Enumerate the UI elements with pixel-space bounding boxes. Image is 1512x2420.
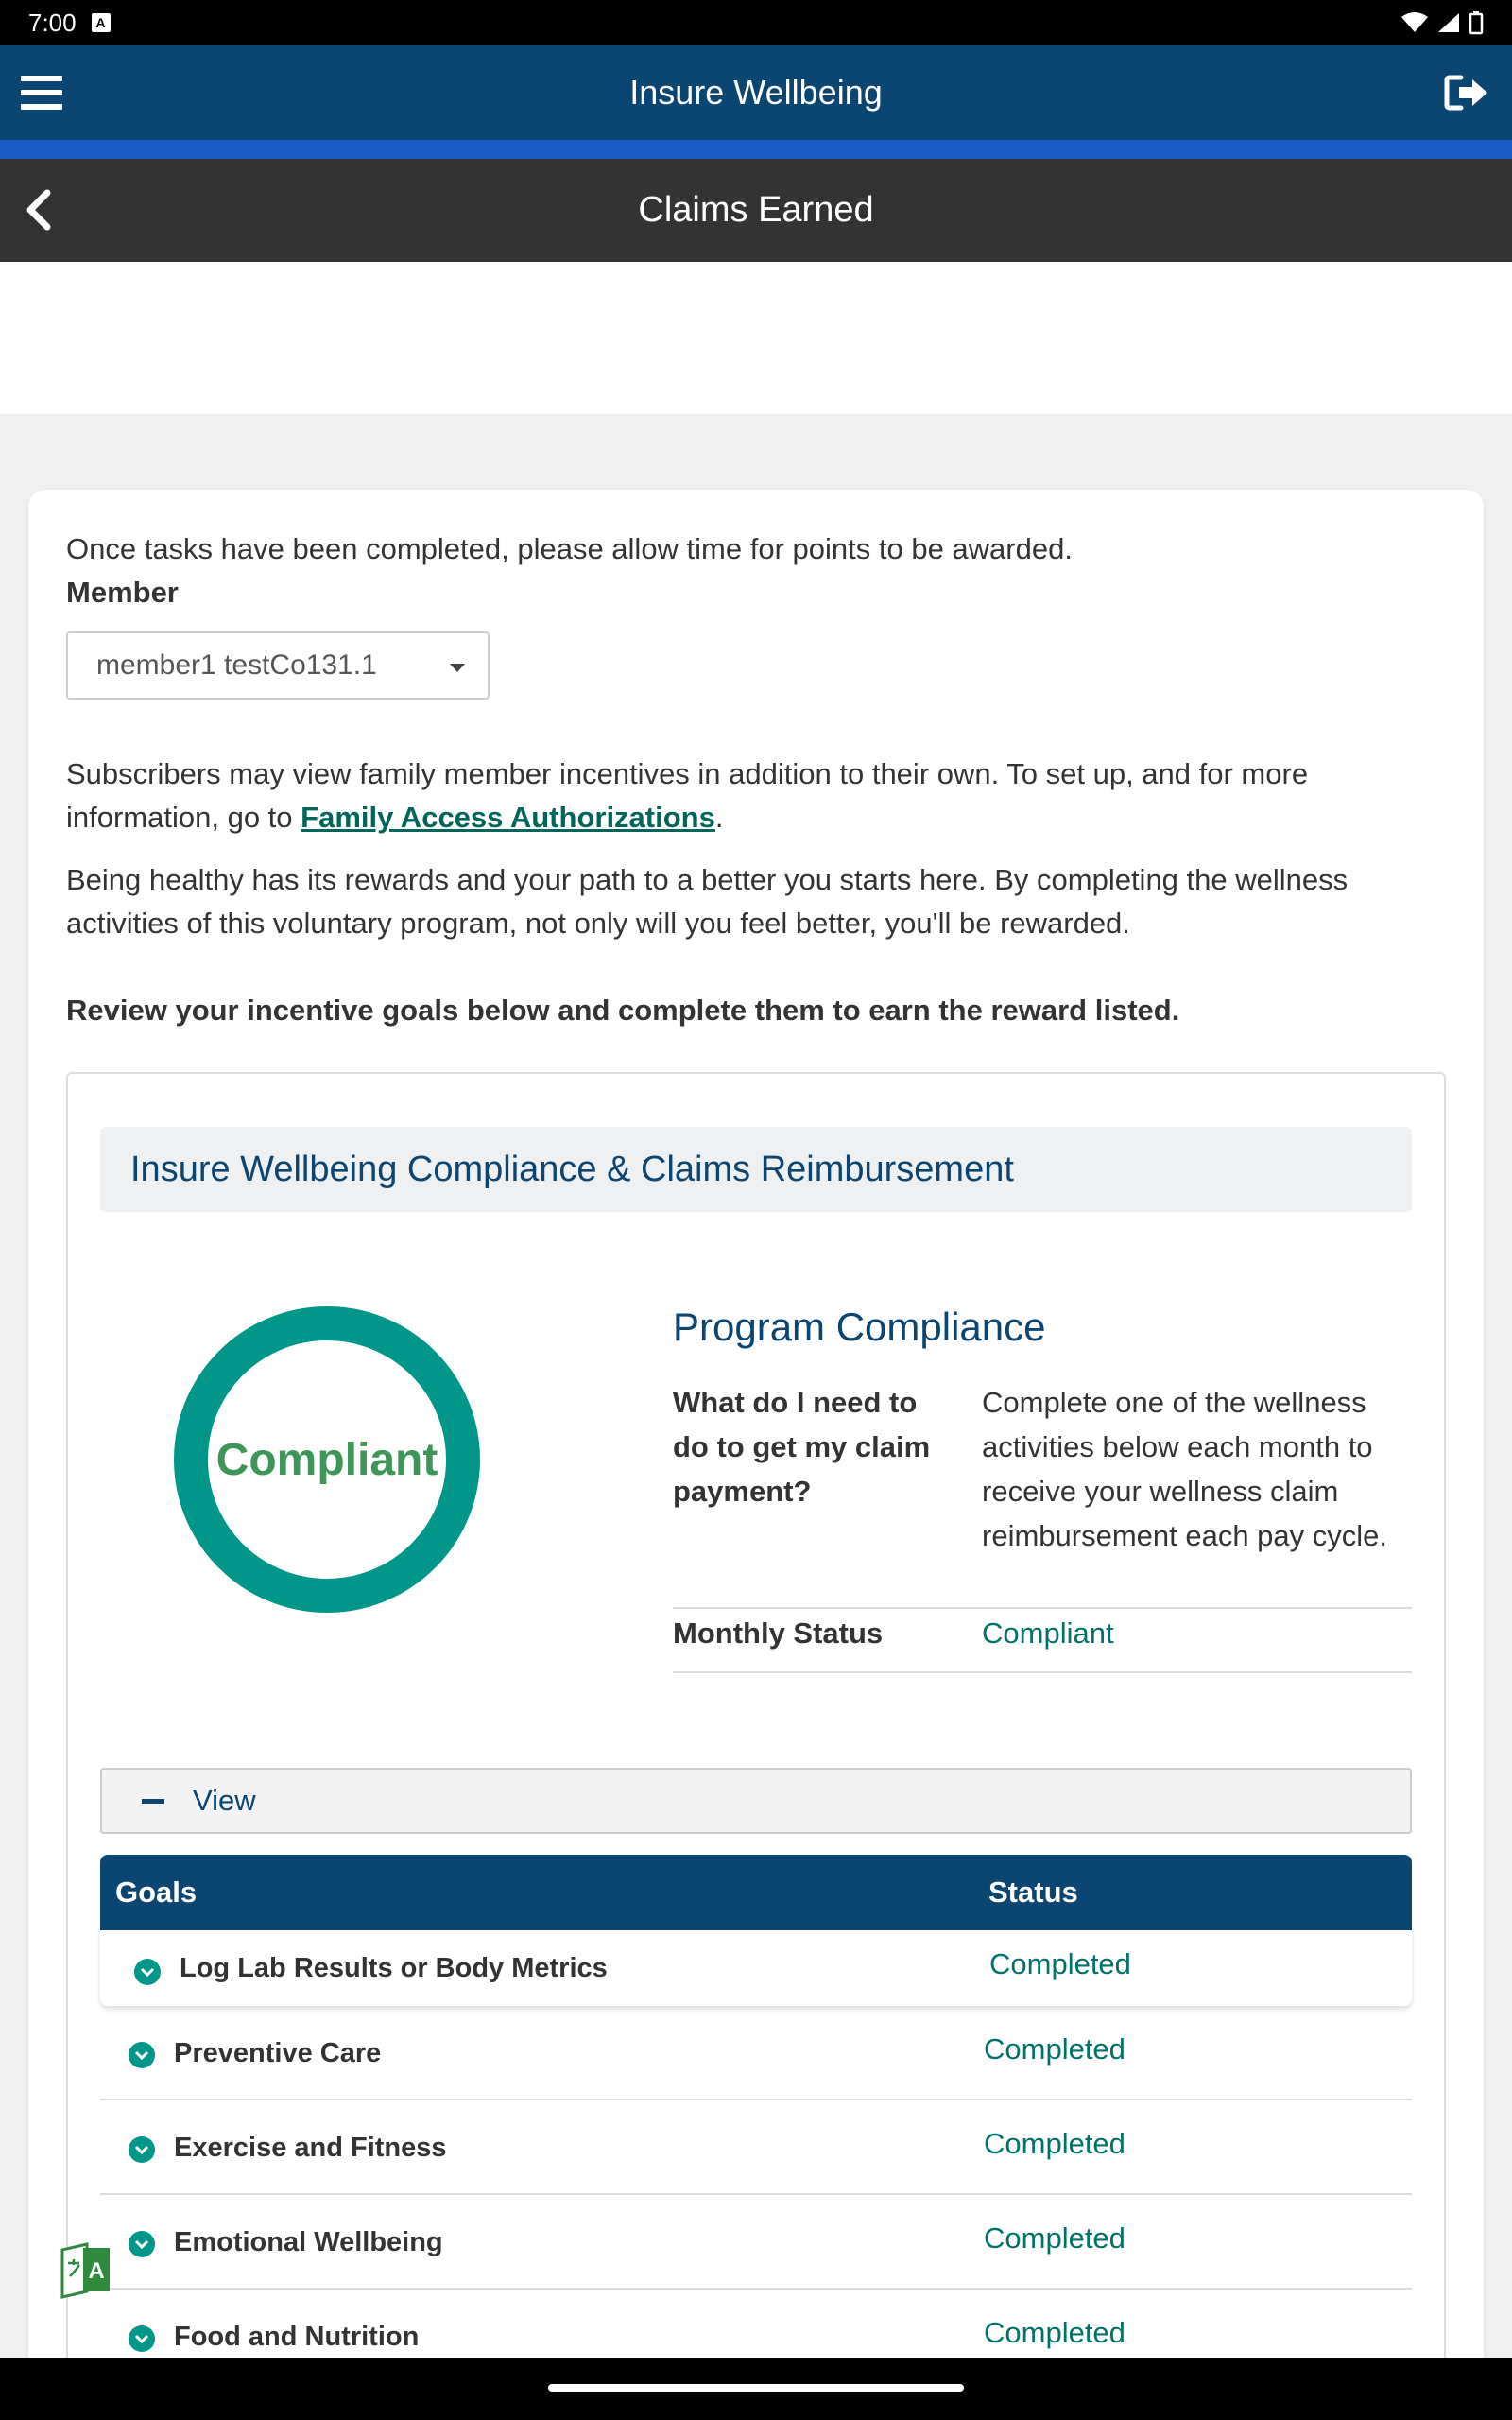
goal-status: Completed [984,2316,1125,2349]
goal-name: Emotional Wellbeing [174,2227,443,2257]
chevron-check-icon [129,2042,155,2068]
family-access-link[interactable]: Family Access Authorizations [301,801,715,834]
compliance-ring [174,1306,480,1613]
chevron-check-icon [129,2231,155,2257]
chevron-check-icon [129,2136,155,2163]
goals-column-header: Goals [115,1876,198,1909]
goal-status: Completed [989,1947,1131,1980]
back-icon[interactable] [19,182,57,238]
claim-question: What do I need to do to get my claim payment? [673,1386,931,1508]
chevron-check-icon [129,2325,155,2352]
monthly-status-value: Compliant [982,1616,1114,1650]
goal-row[interactable] [100,1930,1412,2006]
page-title: Claims Earned [638,190,874,230]
program-box [66,1072,1446,2420]
goals-table-header [100,1855,1412,1930]
goal-name: Log Lab Results or Body Metrics [180,1953,608,1983]
goals-table [100,1855,1412,2384]
status-bar [0,0,1512,45]
goal-row[interactable] [100,2100,1412,2195]
goal-name: Preventive Care [174,2038,382,2068]
subscriber-text-prefix: information, go to [66,801,301,834]
member-select[interactable] [66,631,490,700]
system-nav-bar [0,2358,1512,2420]
home-gesture-handle[interactable] [548,2384,964,2392]
member-label: Member [66,576,179,609]
ring-label: Compliant [215,1434,438,1485]
healthy-text-line1: Being healthy has its rewards and your path to a better you starts here. By completing the wellness [66,863,1349,896]
healthy-text-line2: activities of this voluntary program, not only will you feel better, you'll be rewarded. [66,907,1130,940]
translate-icon[interactable] [59,2242,113,2301]
points-notice: Once tasks have been completed, please allow time for points to be awarded. [66,532,1073,565]
goal-status: Completed [984,2032,1125,2066]
subscriber-text-line1: Subscribers may view family member incentives in addition to their own. To set up, and for more [66,757,1309,790]
goal-status: Completed [984,2127,1125,2160]
subscriber-text-suffix: . [714,801,724,834]
collapse-icon [142,1799,164,1804]
battery-icon [1469,10,1484,35]
chevron-check-icon [134,1959,161,1985]
divider [673,1671,1412,1673]
banner-area [0,262,1512,414]
wifi-icon [1400,11,1429,34]
app-title: Insure Wellbeing [629,73,883,112]
view-toggle[interactable] [100,1768,1412,1834]
monthly-status-label: Monthly Status [673,1616,884,1650]
status-time: 7:00 [28,8,77,37]
page-header [0,159,1512,262]
review-text: Review your incentive goals below and complete them to earn the reward listed. [66,994,1180,1027]
svg-text:A: A [88,2258,105,2284]
accent-stripe [0,140,1512,159]
goal-row[interactable] [100,2195,1412,2290]
logout-icon[interactable] [1444,72,1491,113]
member-select-value: member1 testCo131.1 [96,649,377,681]
notification-badge-icon: A [92,13,111,32]
status-column-header: Status [988,1876,1078,1909]
view-label: View [193,1784,256,1817]
goal-name: Food and Nutrition [174,2322,420,2352]
program-compliance-title: Program Compliance [673,1305,1046,1349]
claims-card [28,490,1484,2420]
app-bar [0,45,1512,140]
goal-status: Completed [984,2221,1125,2255]
goal-name: Exercise and Fitness [174,2133,447,2163]
divider [673,1607,1412,1609]
goal-row[interactable] [100,2006,1412,2100]
subscriber-text-line2 [66,796,723,839]
menu-icon[interactable] [21,76,62,110]
status-icons [1400,10,1484,35]
program-header: Insure Wellbeing Compliance & Claims Reimbursement [100,1127,1412,1212]
signal-icon [1436,11,1461,34]
claim-answer: Complete one of the wellness activities below each month to receive your wellness claim reimbursement each pay cycle. [982,1386,1388,1552]
dropdown-caret-icon [450,664,465,672]
